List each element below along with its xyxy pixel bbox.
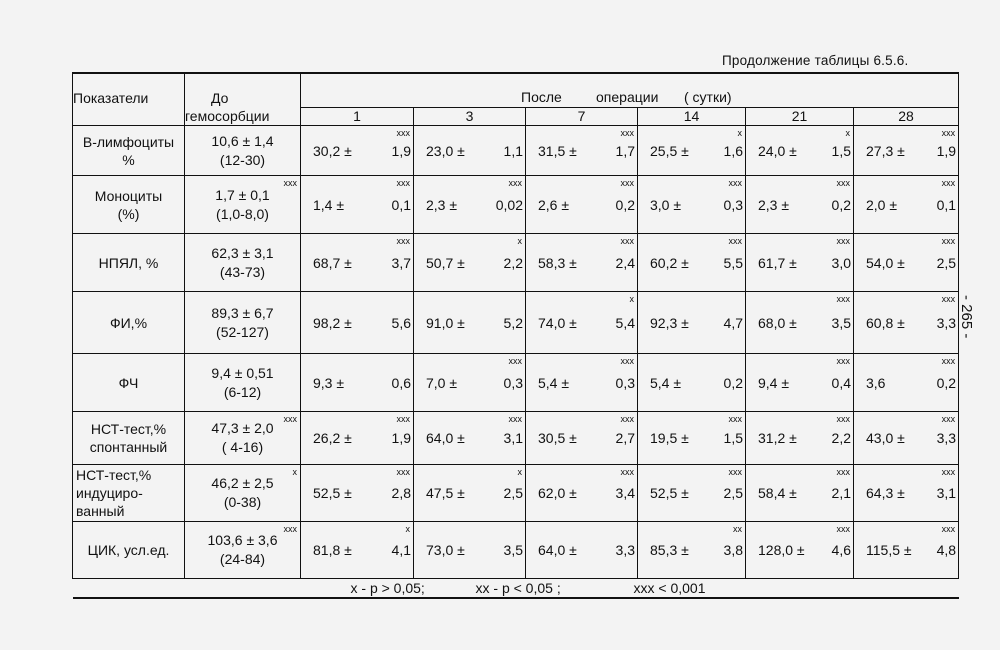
mean-value: 115,5 ± [866,542,912,558]
baseline-cell [185,522,301,579]
significance-mark: xxx [396,414,410,424]
significance-mark: x [845,128,850,138]
mean-value: 25,5 ± [650,142,689,159]
table-row [73,412,959,465]
significance-mark: xxx [728,178,742,188]
row-label-line: % [122,151,135,168]
significance-mark: xxx [620,467,634,477]
baseline-cell [185,292,301,354]
error-value: 1,9 [936,142,957,159]
table-row [73,126,959,176]
significance-mark: xxx [283,414,297,424]
value-cell-day-7 [526,126,638,176]
error-value: 3,5 [503,542,523,558]
row-label [73,176,185,234]
mean-value: 2,6 ± [538,196,570,213]
mean-value: 92,3 ± [650,314,689,331]
value-cell-day-3 [414,465,526,522]
header-day-1: 1 [301,108,414,126]
value-cell-day-14 [638,234,746,292]
header-indicators: Показатели [73,73,185,126]
baseline-value: 103,6 ± 3,6 [207,532,278,548]
mean-value: 64,0 ± [426,430,465,446]
significance-mark: xxx [728,467,742,477]
value-cell-day-7 [526,234,638,292]
baseline-value: 10,6 ± 1,4 [211,132,274,149]
significance-mark: xxx [396,236,410,246]
normal-range: (52-127) [216,323,269,340]
error-value: 3,3 [936,314,957,331]
error-value: 0,1 [936,196,957,213]
error-value: 4,7 [723,314,743,331]
value-cell-day-1 [301,176,414,234]
mean-value: 30,2 ± [313,142,352,159]
mean-value: 64,0 ± [538,542,577,558]
mean-value: 85,3 ± [650,542,689,558]
significance-mark: xxx [283,524,297,534]
value-cell-day-3 [414,176,526,234]
header-before [185,73,301,126]
error-value: 3,7 [391,254,411,271]
table-row [73,522,959,579]
error-value: 1,1 [503,142,523,159]
footnote [73,579,959,599]
mean-value: 81,8 ± [313,542,352,558]
mean-value: 73,0 ± [426,542,465,558]
significance-mark: xxx [941,356,956,366]
significance-mark: xxx [620,356,634,366]
value-cell-day-21 [746,292,854,354]
error-value: 4,1 [391,542,411,558]
row-label [73,465,185,522]
error-value: 0,6 [391,374,411,391]
mean-value: 30,5 ± [538,430,577,446]
footnote-item: xxx < 0,001 [633,580,706,596]
value-cell-day-7 [526,176,638,234]
significance-mark: xxx [508,356,522,366]
mean-value: 19,5 ± [650,430,689,446]
mean-value: 31,2 ± [758,430,797,446]
error-value: 1,6 [723,142,743,159]
row-label [73,522,185,579]
significance-mark: x [292,467,297,477]
mean-value: 2,3 ± [758,196,790,213]
error-value: 1,7 [615,142,635,159]
significance-mark: x [517,467,522,477]
header-day-3: 3 [414,108,526,126]
mean-value: 9,4 ± [758,374,790,391]
mean-value: 52,5 ± [313,485,352,501]
mean-value: 74,0 ± [538,314,577,331]
error-value: 3,4 [615,485,635,501]
error-value: 0,4 [831,374,851,391]
error-value: 1,5 [723,430,743,446]
significance-mark: xxx [836,467,850,477]
mean-value: 52,5 ± [650,485,689,501]
error-value: 0,1 [391,196,411,213]
value-cell-day-1 [301,234,414,292]
normal-range: (6-12) [223,383,262,400]
baseline-cell [185,176,301,234]
row-label-line: НПЯЛ, % [98,254,159,271]
value-cell-day-7 [526,354,638,412]
significance-mark: x [737,128,742,138]
value-cell-day-14 [638,354,746,412]
error-value: 4,6 [831,542,851,558]
mean-value: 43,0 ± [866,430,905,446]
value-cell-day-14 [638,465,746,522]
header-after-word: После [521,89,562,106]
error-value: 0,2 [723,374,743,391]
value-cell-day-28 [854,292,959,354]
table-row [73,234,959,292]
baseline-value: 9,4 ± 0,51 [211,364,274,381]
significance-mark: xxx [941,524,956,534]
value-cell-day-7 [526,412,638,465]
baseline-value: 89,3 ± 6,7 [211,304,274,321]
normal-range: (12-30) [219,151,266,168]
table-row [73,465,959,522]
table-row [73,176,959,234]
significance-mark: xxx [728,236,742,246]
error-value: 5,2 [503,314,523,331]
value-cell-day-28 [854,234,959,292]
mean-value: 2,0 ± [866,196,898,213]
significance-mark: xxx [728,414,742,424]
significance-mark: xxx [620,128,634,138]
error-value: 1,9 [391,430,411,446]
significance-mark: xxx [941,467,956,477]
value-cell-day-1 [301,354,414,412]
value-cell-day-3 [414,126,526,176]
table-row [73,354,959,412]
row-label [73,412,185,465]
baseline-cell [185,465,301,522]
row-label-line: НСТ-тест,% [90,421,167,437]
value-cell-day-21 [746,412,854,465]
normal-range: (0-38) [223,494,262,510]
error-value: 2,2 [503,254,523,271]
mean-value: 91,0 ± [426,314,465,331]
value-cell-day-28 [854,465,959,522]
table-caption: Продолжение таблицы 6.5.6. [722,53,909,68]
value-cell-day-28 [854,176,959,234]
significance-mark: xxx [508,414,522,424]
row-label-line: ФИ,% [109,314,148,331]
table-row [73,292,959,354]
value-cell-day-3 [414,234,526,292]
significance-mark: x [517,236,522,246]
value-cell-day-3 [414,522,526,579]
significance-mark: xxx [836,236,850,246]
mean-value: 3,0 ± [650,196,682,213]
value-cell-day-7 [526,292,638,354]
significance-mark: xxx [283,178,297,188]
significance-mark: x [629,294,634,304]
significance-mark: xxx [941,294,956,304]
row-label [73,292,185,354]
significance-mark: xxx [941,236,956,246]
value-cell-day-28 [854,412,959,465]
value-cell-day-28 [854,522,959,579]
value-cell-day-21 [746,354,854,412]
error-value: 2,1 [831,485,851,501]
row-label-line: индуциро- [76,485,143,501]
value-cell-day-21 [746,176,854,234]
value-cell-day-21 [746,465,854,522]
row-label-line: (%) [117,205,140,222]
error-value: 0,2 [615,196,635,213]
error-value: 5,4 [615,314,635,331]
error-value: 2,2 [831,430,851,446]
significance-mark: xxx [620,236,634,246]
significance-mark: xxx [836,294,850,304]
mean-value: 98,2 ± [313,314,352,331]
significance-mark: xxx [836,356,850,366]
value-cell-day-14 [638,292,746,354]
row-label-line: НСТ-тест,% [76,467,152,483]
mean-value: 23,0 ± [426,142,465,159]
page-number: - 265 - [958,295,975,339]
baseline-cell [185,412,301,465]
baseline-cell [185,354,301,412]
value-cell-day-14 [638,412,746,465]
value-cell-day-1 [301,292,414,354]
mean-value: 68,0 ± [758,314,797,331]
mean-value: 7,0 ± [426,374,458,391]
value-cell-day-7 [526,522,638,579]
value-cell-day-14 [638,522,746,579]
value-cell-day-1 [301,126,414,176]
data-table [72,72,959,599]
significance-mark: xx [733,524,742,534]
error-value: 5,5 [723,254,743,271]
header-days-word: ( сутки) [684,89,732,106]
baseline-value: 46,2 ± 2,5 [211,475,274,491]
row-label-line: Моноциты [94,187,163,204]
error-value: 3,8 [723,542,743,558]
value-cell-day-28 [854,126,959,176]
value-cell-day-7 [526,465,638,522]
mean-value: 26,2 ± [313,430,352,446]
row-label-line: спонтанный [89,439,168,455]
error-value: 2,5 [503,485,523,501]
significance-mark: xxx [836,178,850,188]
baseline-cell [185,126,301,176]
value-cell-day-14 [638,176,746,234]
mean-value: 62,0 ± [538,485,577,501]
mean-value: 60,8 ± [866,314,905,331]
error-value: 2,5 [723,485,743,501]
mean-value: 1,4 ± [313,196,345,213]
row-label [73,354,185,412]
row-label-line: ЦИК, усл.ед. [87,542,170,558]
mean-value: 3,6 [866,374,886,391]
row-label-line: В-лимфоциты [82,133,175,150]
error-value: 0,2 [831,196,851,213]
error-value: 0,2 [936,374,957,391]
significance-mark: xxx [941,414,956,424]
mean-value: 31,5 ± [538,142,577,159]
error-value: 0,3 [503,374,523,391]
value-cell-day-1 [301,522,414,579]
row-label-line: ванный [76,503,125,519]
significance-mark: xxx [396,128,410,138]
mean-value: 24,0 ± [758,142,797,159]
header-before-line1: До [211,90,229,106]
significance-mark: xxx [941,178,956,188]
error-value: 0,02 [495,196,523,213]
error-value: 3,0 [831,254,851,271]
value-cell-day-28 [854,354,959,412]
significance-mark: xxx [620,178,634,188]
normal-range: (24-84) [219,551,266,567]
baseline-value: 1,7 ± 0,1 [215,186,270,203]
error-value: 2,4 [615,254,635,271]
mean-value: 58,4 ± [758,485,797,501]
mean-value: 9,3 ± [313,374,345,391]
error-value: 3,5 [831,314,851,331]
mean-value: 47,5 ± [426,485,465,501]
footnote-item: xx - p < 0,05 ; [475,580,561,596]
footnote-item: x - p > 0,05; [350,580,425,596]
error-value: 2,7 [615,430,635,446]
mean-value: 50,7 ± [426,254,465,271]
value-cell-day-3 [414,292,526,354]
baseline-value: 47,3 ± 2,0 [211,420,274,436]
significance-mark: xxx [396,467,410,477]
error-value: 5,6 [391,314,411,331]
error-value: 0,3 [615,374,635,391]
header-day-14: 14 [638,108,746,126]
baseline-cell [185,234,301,292]
value-cell-day-3 [414,354,526,412]
mean-value: 128,0 ± [758,542,805,558]
value-cell-day-21 [746,126,854,176]
mean-value: 58,3 ± [538,254,577,271]
significance-mark: xxx [396,178,410,188]
row-label [73,126,185,176]
normal-range: (1,0-8,0) [216,205,269,222]
header-day-21: 21 [746,108,854,126]
significance-mark: xxx [941,128,956,138]
row-label [73,234,185,292]
error-value: 4,8 [936,542,957,558]
row-label-line: ФЧ [118,374,139,391]
mean-value: 68,7 ± [313,254,352,271]
significance-mark: x [405,524,410,534]
error-value: 3,3 [936,430,957,446]
significance-mark: xxx [620,414,634,424]
error-value: 3,3 [615,542,635,558]
significance-mark: xxx [836,414,850,424]
normal-range: ( 4-16) [221,439,264,455]
mean-value: 27,3 ± [866,142,905,159]
error-value: 0,3 [723,196,743,213]
value-cell-day-14 [638,126,746,176]
mean-value: 60,2 ± [650,254,689,271]
baseline-value: 62,3 ± 3,1 [211,244,274,261]
error-value: 3,1 [503,430,523,446]
header-day-7: 7 [526,108,638,126]
normal-range: (43-73) [219,263,266,280]
error-value: 2,8 [391,485,411,501]
header-after [301,73,959,108]
header-day-28: 28 [854,108,959,126]
mean-value: 5,4 ± [650,374,682,391]
value-cell-day-21 [746,234,854,292]
error-value: 1,5 [831,142,851,159]
mean-value: 64,3 ± [866,485,905,501]
mean-value: 61,7 ± [758,254,797,271]
value-cell-day-3 [414,412,526,465]
error-value: 3,1 [936,485,957,501]
significance-mark: xxx [508,178,522,188]
mean-value: 5,4 ± [538,374,570,391]
value-cell-day-21 [746,522,854,579]
footnote-row [73,579,959,599]
value-cell-day-1 [301,465,414,522]
error-value: 1,9 [391,142,411,159]
significance-mark: xxx [836,524,850,534]
mean-value: 54,0 ± [866,254,905,271]
header-before-line2: гемосорбции [185,108,270,124]
header-operation-word: операции [596,89,659,106]
mean-value: 2,3 ± [426,196,458,213]
error-value: 2,5 [936,254,957,271]
value-cell-day-1 [301,412,414,465]
